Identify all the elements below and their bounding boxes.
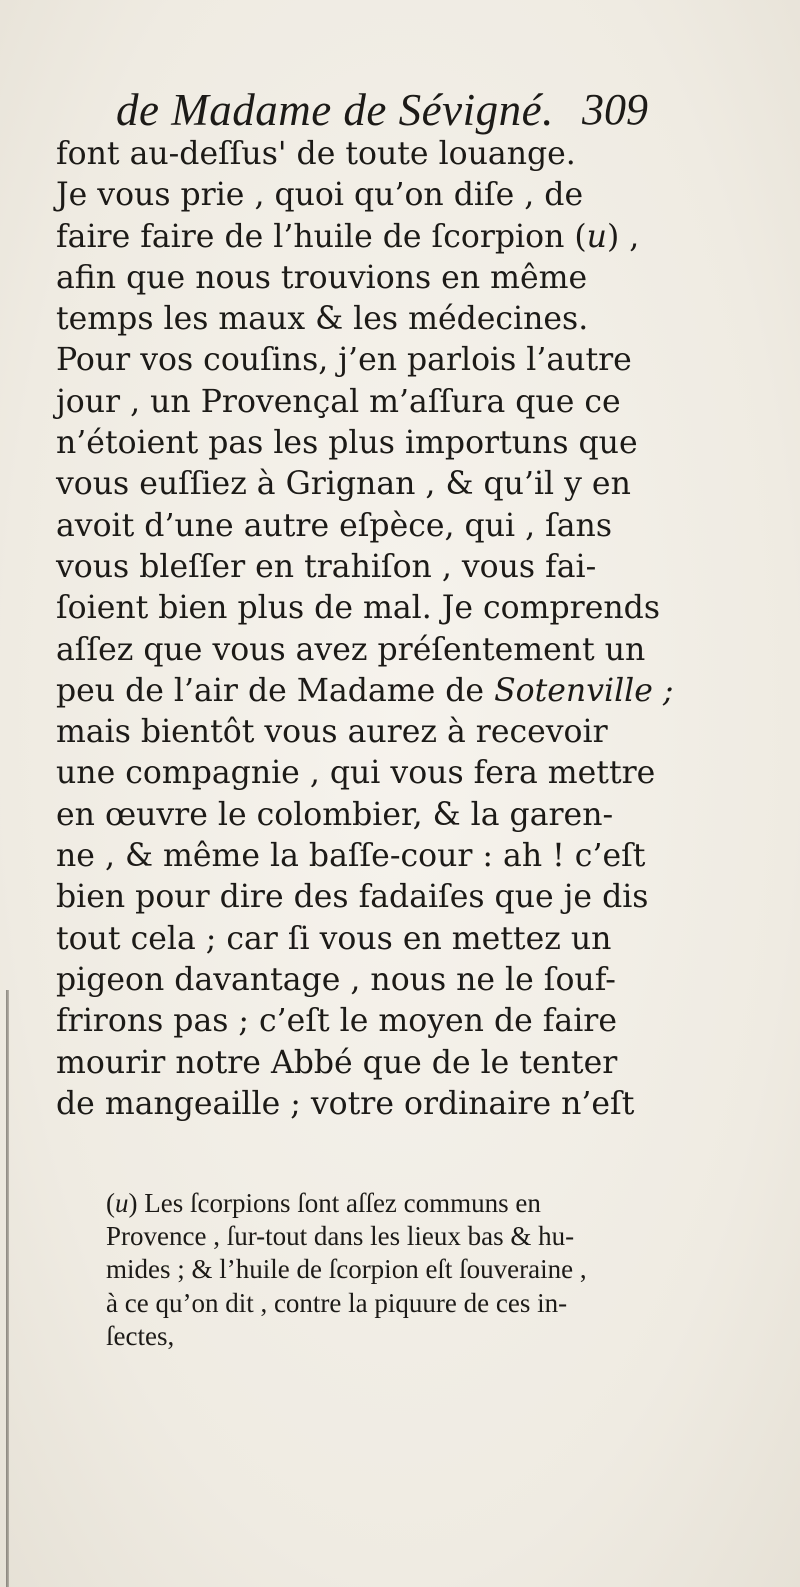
text-line: frirons pas ; c’eſt le moyen de faire bbox=[56, 1003, 617, 1040]
text-line: bien pour dire des fadaiſes que je dis bbox=[56, 879, 649, 916]
text-line: font au-deſſus' de toute louange. bbox=[56, 136, 576, 172]
text-line: Pour vos couſins, j’en parlois l’autre bbox=[56, 342, 632, 379]
text-line: Je vous prie , quoi qu’on diſe , de bbox=[56, 177, 584, 214]
main-text bbox=[56, 134, 776, 1125]
text-line: une compagnie , qui vous fera mettre bbox=[56, 755, 656, 792]
text-line: avoit d’une autre eſpèce, qui , ſans bbox=[56, 507, 613, 544]
text-line: de mangeaille ; votre ordinaire n’eſt bbox=[56, 1085, 635, 1122]
text-line: vous bleſſer en trahiſon , vous fai- bbox=[56, 548, 597, 585]
text-line: ne , & même la baſſe-cour : ah ! c’eſt bbox=[56, 838, 646, 875]
footnote-line: Provence , ſur-tout dans les lieux bas & hu- bbox=[106, 1221, 575, 1252]
text-segment: peu de l’air de Madame de bbox=[56, 672, 495, 709]
text-line: aſſez que vous avez préſentement un bbox=[56, 631, 646, 668]
text-line: en œuvre le colombier, & la garen- bbox=[56, 796, 614, 833]
footnote-marker: u bbox=[115, 1188, 129, 1218]
text-line: mais bientôt vous aurez à recevoir bbox=[56, 714, 608, 751]
text-line: vous euſſiez à Grignan , & qu’il y en bbox=[56, 466, 631, 503]
text-segment: ) , bbox=[606, 218, 640, 255]
footnote-line: mides ; & l’huile de ſcorpion eſt ſouveraine , bbox=[106, 1254, 587, 1285]
text-line: tout cela ; car ſi vous en mettez un bbox=[56, 920, 612, 957]
text-line: ſoient bien plus de mal. Je comprends bbox=[56, 590, 660, 627]
page-number: 309 bbox=[582, 85, 648, 134]
text-line bbox=[56, 217, 776, 258]
footnote-line: ſectes, bbox=[106, 1320, 175, 1351]
footnote-paren: ( bbox=[106, 1188, 115, 1218]
page-edge-shadow bbox=[6, 990, 9, 1587]
text-line: mourir notre Abbé que de le tenter bbox=[56, 1044, 618, 1081]
footnote-line: à ce qu’on dit , contre la piquure de ces in- bbox=[106, 1287, 568, 1318]
text-line: jour , un Provençal m’aſſura que ce bbox=[56, 383, 621, 420]
text-line: afin que nous trouvions en même bbox=[56, 259, 588, 296]
italic-name: Sotenville ; bbox=[494, 672, 674, 709]
footnote-line bbox=[106, 1187, 776, 1220]
footnote-text: ) Les ſcorpions ſont aſſez communs en bbox=[128, 1188, 541, 1218]
text-line: pigeon davantage , nous ne le ſouf- bbox=[56, 961, 616, 998]
text-line: n’étoient pas les plus importuns que bbox=[56, 425, 638, 462]
text-segment: faire faire de l’huile de ſcorpion ( bbox=[56, 218, 587, 255]
text-line bbox=[56, 671, 776, 712]
running-title: de Madame de Sévigné. bbox=[116, 85, 554, 135]
footnote bbox=[106, 1187, 776, 1353]
footnote-reference: u bbox=[586, 218, 607, 255]
text-line: temps les maux & les médecines. bbox=[56, 301, 589, 338]
